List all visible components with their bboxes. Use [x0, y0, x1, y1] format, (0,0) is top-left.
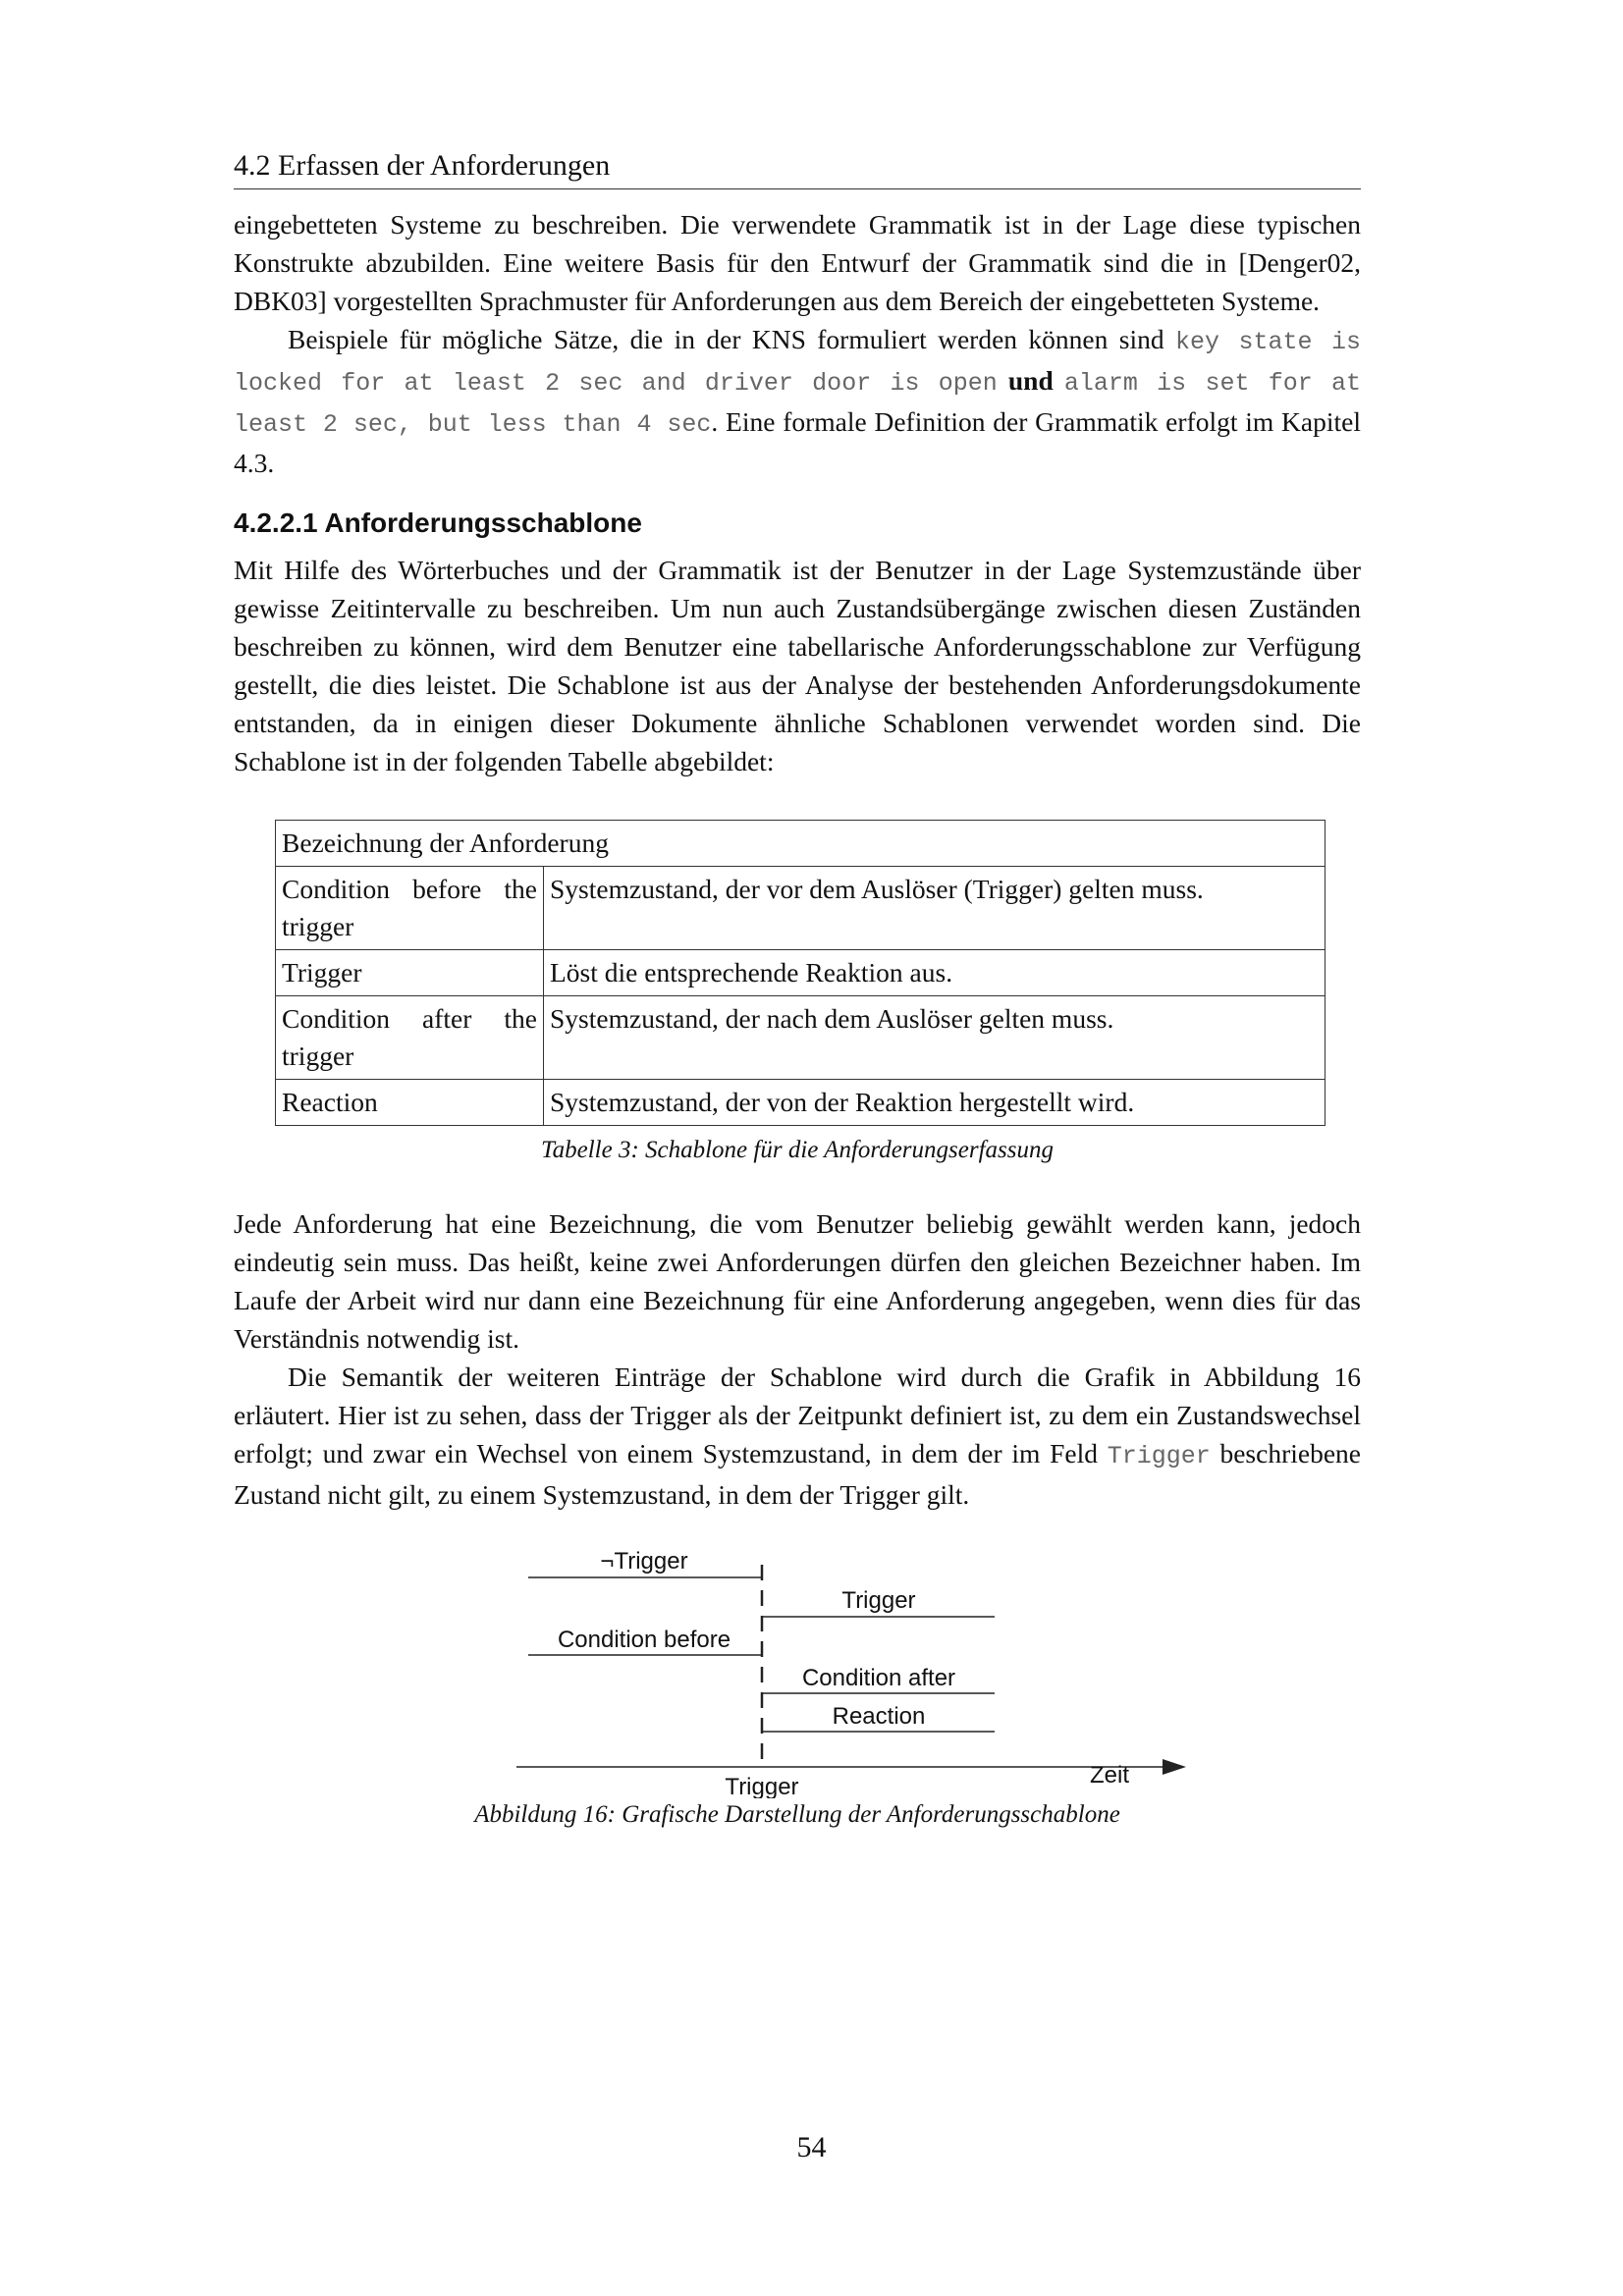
table-cell-description: Systemzustand, der vor dem Auslöser (Trigger) gelten muss. — [544, 867, 1325, 950]
label-condition-after: Condition after — [801, 1665, 956, 1691]
paragraph-4-text-after: beschriebene Zustand nicht gilt, zu einem Systemzustand, in dem der Trigger gilt. — [234, 1438, 1362, 1510]
label-trigger: Trigger — [841, 1587, 916, 1614]
code-trigger: Trigger — [1107, 1442, 1211, 1470]
table-header-cell: Bezeichnung der Anforderung — [276, 821, 1325, 867]
section-paragraph: Mit Hilfe des Wörterbuches und der Grammatik ist der Benutzer in der Lage Systemzustände über gewisse Zeitintervalle zu beschreiben. Um nun auch Zustandsübergänge zwischen diesen Zuständen beschreiben zu können, wird dem Benutzer eine tabellarische Anforderungsschablone zur Verfügung gestellt, die dies leistet. Die Schablone ist aus der Analyse der bestehenden Anforderungsdokumente entstanden, da in einigen dieser Dokumente ähnliche Schablonen verwendet worden sind. Die Schablone ist in der folgenden Tabelle abgebildet: — [234, 555, 1361, 776]
table-cell-description: Systemzustand, der nach dem Auslöser gelten muss. — [544, 996, 1325, 1080]
paragraph-2-intro: Beispiele für mögliche Sätze, die in der KNS formuliert werden können sind — [288, 324, 1175, 354]
paragraph-2 — [234, 320, 1361, 482]
table-row — [276, 950, 1325, 996]
table-header-row — [276, 821, 1325, 867]
code-example-1: key state is locked for at least 2 sec and driver door is open — [234, 328, 1361, 398]
table-cell-label: Condition before the trigger — [276, 867, 544, 950]
table-cell-label: Condition after the trigger — [276, 996, 544, 1080]
label-not-trigger: ¬Trigger — [600, 1548, 688, 1575]
time-axis-arrow-icon — [1163, 1759, 1186, 1775]
code-example-2: alarm is set for at least 2 sec, but less than 4 sec — [234, 369, 1361, 439]
table-row — [276, 996, 1325, 1080]
paragraph-4-text-before: Die Semantik der weiteren Einträge der Schablone wird durch die Grafik in Abbildung 16 erläutert. Hier ist zu sehen, dass der Trigger als der Zeitpunkt definiert ist, zu dem ein Zustandswechsel erfolgt; und zwar ein Wechsel von einem Systemzustand, in dem der im Feld — [234, 1362, 1361, 1468]
paragraph-1: eingebetteten Systeme zu beschreiben. Die verwendete Grammatik ist in der Lage diese typischen Konstrukte abzubilden. Eine weitere Basis für den Entwurf der Grammatik sind die in [Denger02, DBK03] vorgestellten Sprachmuster für Anforderungen aus dem Bereich der eingebetteten Systeme. — [234, 209, 1361, 316]
timing-diagram — [234, 1535, 1361, 1798]
paragraph-2-connector: und — [997, 365, 1064, 396]
axis-label-trigger: Trigger — [725, 1774, 799, 1798]
requirement-template-table — [275, 820, 1325, 1126]
table-cell-label: Reaction — [276, 1080, 544, 1126]
label-reaction: Reaction — [832, 1703, 926, 1730]
table-cell-description: Systemzustand, der von der Reaktion hergestellt wird. — [544, 1080, 1325, 1126]
running-header: 4.2 Erfassen der Anforderungen — [234, 147, 1361, 189]
paragraph-3: Jede Anforderung hat eine Bezeichnung, die vom Benutzer beliebig gewählt werden kann, jedoch eindeutig sein muss. Das heißt, keine zwei Anforderungen dürfen den gleichen Bezeichner haben. Im Laufe der Arbeit wird nur dann eine Bezeichnung für eine Anforderung angegeben, wenn dies für das Verständnis notwendig ist. — [234, 1208, 1361, 1354]
page-content — [234, 147, 1361, 1832]
table-row — [276, 867, 1325, 950]
figure-caption: Abbildung 16: Grafische Darstellung der Anforderungsschablone — [474, 1801, 1120, 1828]
paragraph-4 — [234, 1358, 1361, 1514]
section-heading: 4.2.2.1 Anforderungsschablone — [234, 507, 642, 538]
paragraph-2-outro: . Eine formale Definition der Grammatik erfolgt im Kapitel 4.3. — [234, 406, 1361, 478]
axis-label-time: Zeit — [1089, 1762, 1130, 1789]
table-caption: Tabelle 3: Schablone für die Anforderungserfassung — [541, 1137, 1054, 1163]
figure-16 — [234, 1535, 1361, 1798]
table-row — [276, 1080, 1325, 1126]
table-cell-description: Löst die entsprechende Reaktion aus. — [544, 950, 1325, 996]
page-number: 54 — [796, 2131, 827, 2163]
table-cell-label: Trigger — [276, 950, 544, 996]
label-condition-before: Condition before — [557, 1627, 731, 1653]
